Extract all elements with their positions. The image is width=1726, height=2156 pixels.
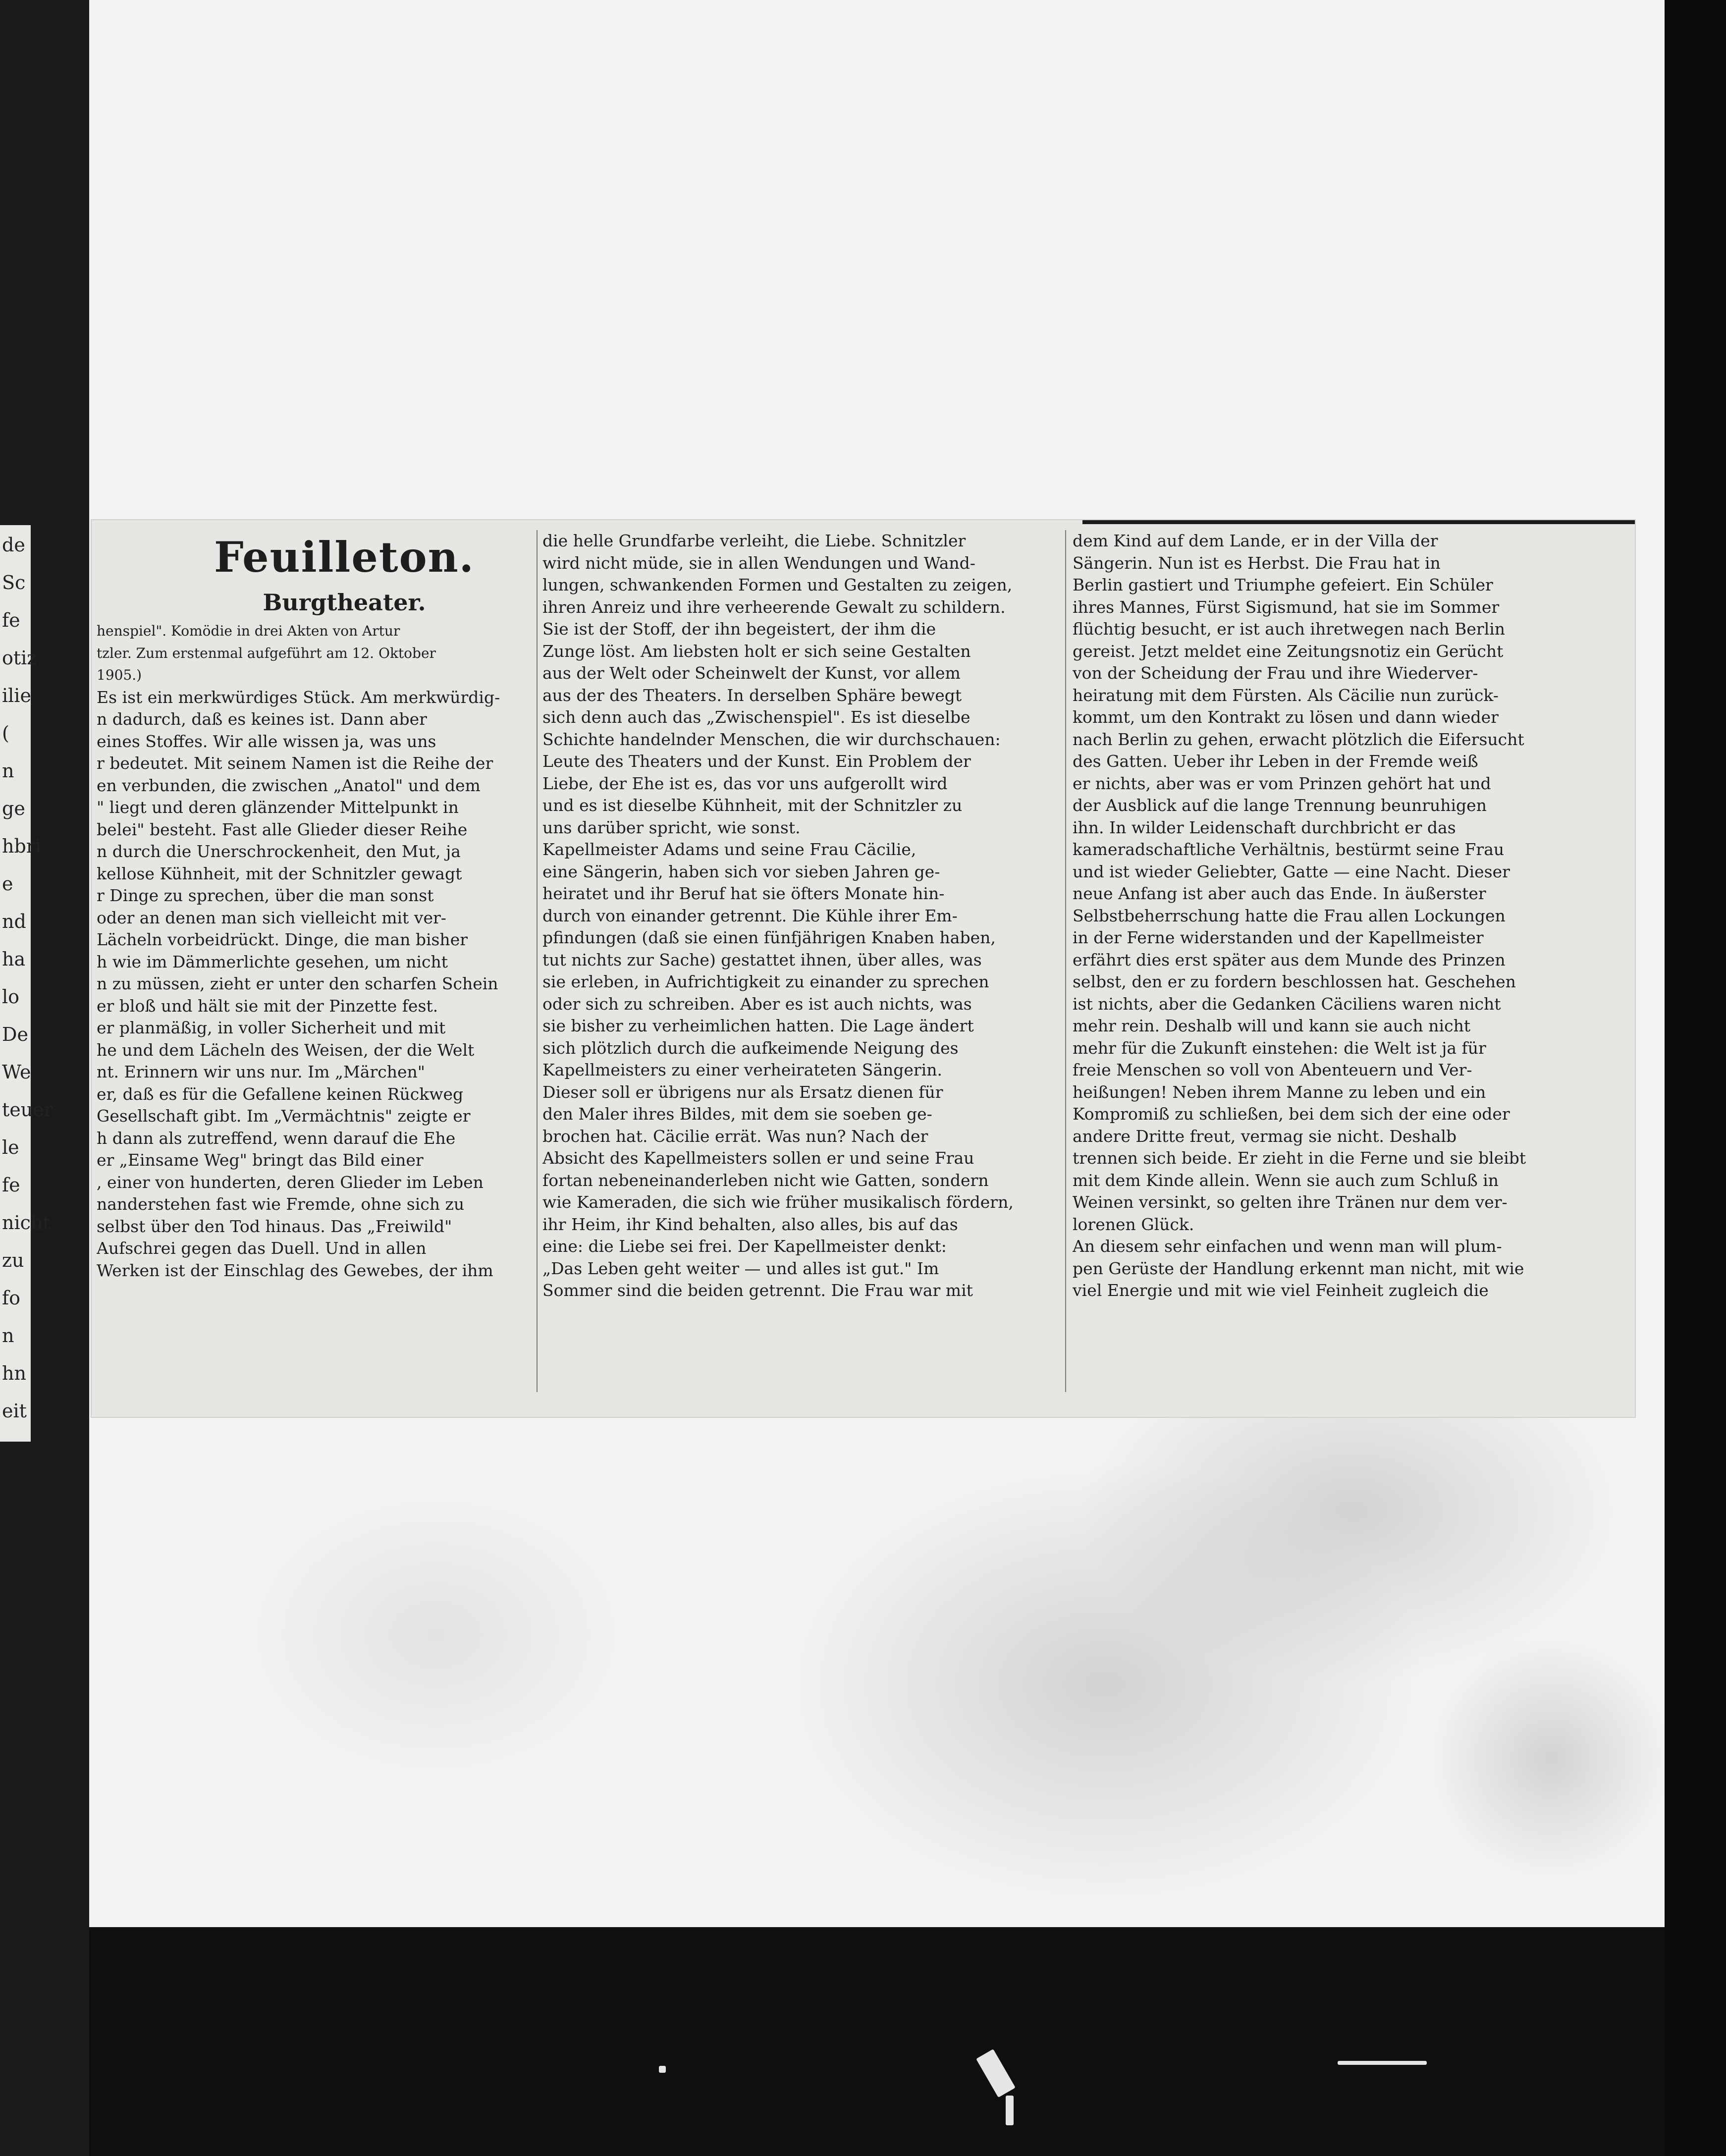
text-line: Kapellmeisters zu einer verheirateten Sängerin. [542, 1060, 942, 1079]
column-2-text [542, 530, 1043, 1302]
fragment-text: De [2, 1024, 28, 1045]
fragment-text: teuer [2, 1099, 53, 1121]
text-line: mit dem Kinde allein. Wenn sie auch zum Schluß in [1073, 1170, 1499, 1190]
text-line: henspiel". Komödie in drei Akten von Artur [97, 623, 400, 639]
text-line: h wie im Dämmerlichte gesehen, um nicht [97, 952, 448, 971]
fragment-text: fe [2, 1174, 20, 1196]
fragment-text: e [2, 873, 13, 895]
fragment-text: fe [2, 609, 20, 631]
text-line: pfindungen (daß sie einen fünfjährigen Knaben haben, [542, 928, 996, 947]
text-line: Sommer sind die beiden getrennt. Die Frau war mit [542, 1281, 973, 1300]
text-line: Aufschrei gegen das Duell. Und in allen [97, 1239, 427, 1258]
text-line: aus der Welt oder Scheinwelt der Kunst, vor allem [542, 663, 961, 683]
text-line: Liebe, der Ehe ist es, das vor uns aufgerollt wird [542, 773, 948, 793]
text-line: oder sich zu schreiben. Aber es ist auch nichts, was [542, 994, 972, 1014]
text-line: Sie ist der Stoff, der ihn begeistert, der ihm die [542, 619, 936, 639]
text-line: Weinen versinkt, so gelten ihre Tränen nur dem ver- [1073, 1192, 1508, 1212]
text-line: nt. Erinnern wir uns nur. Im „Märchen" [97, 1062, 425, 1081]
text-line: von der Scheidung der Frau und ihre Wiederver- [1073, 663, 1478, 683]
fragment-text: zu [2, 1249, 24, 1271]
text-line: selbst über den Tod hinaus. Das „Freiwild" [97, 1216, 452, 1236]
text-line: ist nichts, aber die Gedanken Cäciliens waren nicht [1073, 994, 1501, 1014]
text-line: ihren Anreiz und ihre verheerende Gewalt zu schildern. [542, 597, 1006, 617]
text-line: heiratet und ihr Beruf hat sie öfters Monate hin- [542, 884, 945, 903]
fragment-text: ilie [2, 685, 31, 706]
fragment-text: nicht [2, 1212, 51, 1234]
text-line: Sängerin. Nun ist es Herbst. Die Frau hat in [1073, 553, 1441, 573]
text-line: lorenen Glück. [1073, 1214, 1194, 1234]
text-line: viel Energie und mit wie viel Feinheit zugleich die [1073, 1281, 1489, 1300]
text-line: ihr Heim, ihr Kind behalten, also alles, bis auf das [542, 1214, 958, 1234]
text-line: " liegt und deren glänzender Mittelpunkt in [97, 798, 459, 817]
text-line: sich denn auch das „Zwischenspiel". Es ist dieselbe [542, 707, 971, 727]
fragment-text: hbri [2, 835, 42, 857]
stain-shading [238, 1486, 634, 1783]
dust-speck [1006, 2096, 1014, 2125]
text-line: pen Gerüste der Handlung erkennt man nicht, mit wie [1073, 1258, 1524, 1278]
column-3 [1073, 530, 1622, 1302]
fragment-text: fo [2, 1287, 20, 1309]
text-line: kommt, um den Kontrakt zu lösen und dann wieder [1073, 707, 1499, 727]
section-subheading: Burgtheater. [263, 589, 426, 616]
text-line: n zu müssen, zieht er unter den scharfen Schein [97, 974, 498, 993]
text-line: eine Sängerin, haben sich vor sieben Jahren ge- [542, 862, 940, 881]
column-rule [1065, 530, 1066, 1392]
text-line: wie Kameraden, die sich wie früher musikalisch fördern, [542, 1192, 1014, 1212]
text-line: heiratung mit dem Fürsten. Als Cäcilie nun zurück- [1073, 685, 1499, 705]
text-line: fortan nebeneinanderleben nicht wie Gatten, sondern [542, 1170, 989, 1190]
text-line: den Maler ihres Bildes, mit dem sie soeben ge- [542, 1104, 932, 1124]
text-line: sie erleben, in Aufrichtigkeit zu einander zu sprechen [542, 972, 989, 991]
text-line: Dieser soll er übrigens nur als Ersatz dienen für [542, 1082, 943, 1102]
fragment-text: ha [2, 948, 26, 970]
text-line: er planmäßig, in voller Sicherheit und mit [97, 1018, 446, 1037]
text-line: in der Ferne widerstanden und der Kapellmeister [1073, 928, 1484, 947]
fragment-text: Sc [2, 572, 26, 593]
text-line: eines Stoffes. Wir alle wissen ja, was uns [97, 731, 436, 751]
neighbouring-page-fragment [0, 525, 53, 1442]
column-1-text [97, 620, 533, 1282]
fragment-text: de [2, 534, 25, 556]
text-line: „Das Leben geht weiter — und alles ist gut." Im [542, 1258, 939, 1278]
text-line: Gesellschaft gibt. Im „Vermächtnis" zeigte er [97, 1106, 471, 1126]
text-line: der Ausblick auf die lange Trennung beunruhigen [1073, 796, 1487, 815]
column-2 [542, 530, 1043, 1302]
text-line: en verbunden, die zwischen „Anatol" und dem [97, 775, 481, 795]
fragment-text: eit [2, 1400, 27, 1422]
text-line: n dadurch, daß es keines ist. Dann aber [97, 709, 427, 729]
clipping-top-rule [1082, 520, 1635, 524]
text-line: flüchtig besucht, er ist auch ihretwegen nach Berlin [1073, 619, 1506, 639]
text-line: , einer von hunderten, deren Glieder im Leben [97, 1172, 484, 1192]
text-line: er nichts, aber was er vom Prinzen gehört hat und [1073, 773, 1491, 793]
text-line: brochen hat. Cäcilie errät. Was nun? Nach der [542, 1126, 928, 1146]
fragment-text: ge [2, 798, 25, 819]
text-line: h dann als zutreffend, wenn darauf die Ehe [97, 1128, 456, 1148]
text-line: Schichte handelnder Menschen, die wir durchschauen: [542, 729, 1001, 749]
fragment-text: nd [2, 911, 26, 932]
text-line: wird nicht müde, sie in allen Wendungen und Wand- [542, 553, 975, 573]
fragment-text: otiz [2, 647, 37, 669]
text-line: Lächeln vorbeidrückt. Dinge, die man bisher [97, 930, 468, 949]
text-line: erfährt dies erst später aus dem Munde des Prinzen [1073, 950, 1506, 970]
newspaper-clipping [92, 520, 1635, 1417]
text-line: uns darüber spricht, wie sonst. [542, 817, 801, 837]
text-line: trennen sich beide. Er zieht in die Ferne und sie bleibt [1073, 1148, 1526, 1168]
text-line: selbst, den er zu fordern beschlossen hat. Geschehen [1073, 972, 1516, 991]
text-line: kellose Kühnheit, mit der Schnitzler gewagt [97, 863, 462, 883]
text-line: nanderstehen fast wie Fremde, ohne sich zu [97, 1194, 465, 1214]
fragment-text: n [2, 1325, 14, 1347]
text-line: Zunge löst. Am liebsten holt er sich seine Gestalten [542, 641, 971, 661]
text-line: lungen, schwankenden Formen und Gestalten zu zeigen, [542, 575, 1013, 594]
bottom-dark-margin [89, 1927, 1665, 2156]
text-line: sich plötzlich durch die aufkeimende Neigung des [542, 1038, 959, 1058]
text-line: kameradschaftliche Verhältnis, bestürmt seine Frau [1073, 840, 1505, 859]
text-line: r Dinge zu sprechen, über die man sonst [97, 886, 434, 905]
text-line: nach Berlin zu gehen, erwacht plötzlich die Eifersucht [1073, 729, 1524, 749]
text-line: n durch die Unerschrockenheit, den Mut, ja [97, 842, 461, 861]
dust-speck [1338, 2061, 1427, 2065]
text-line: oder an denen man sich vielleicht mit ver- [97, 908, 446, 927]
fragment-text: le [2, 1136, 19, 1158]
text-line: tzler. Zum erstenmal aufgeführt am 12. Oktober [97, 645, 436, 661]
text-line: aus der des Theaters. In derselben Sphäre bewegt [542, 685, 962, 705]
text-line: durch von einander getrennt. Die Kühle ihrer Em- [542, 906, 958, 925]
text-line: er bloß und hält sie mit der Pinzette fest. [97, 996, 438, 1016]
text-line: des Gatten. Ueber ihr Leben in der Fremde weiß [1073, 752, 1478, 771]
text-line: Leute des Theaters und der Kunst. Ein Problem der [542, 752, 971, 771]
text-line: und es ist dieselbe Kühnheit, mit der Schnitzler zu [542, 796, 963, 815]
text-line: Berlin gastiert und Triumphe gefeiert. Ein Schüler [1073, 575, 1493, 594]
text-line: Werken ist der Einschlag des Gewebes, der ihm [97, 1260, 493, 1280]
column-3-text [1073, 530, 1622, 1302]
text-line: heißungen! Neben ihrem Manne zu leben und ein [1073, 1082, 1486, 1102]
text-line: Es ist ein merkwürdiges Stück. Am merkwürdig- [97, 687, 500, 707]
text-line: dem Kind auf dem Lande, er in der Villa der [1073, 531, 1438, 550]
text-line: mehr rein. Deshalb will und kann sie auch nicht [1073, 1016, 1471, 1035]
text-line: freie Menschen so voll von Abenteuern und Ver- [1073, 1060, 1472, 1079]
text-line: Absicht des Kapellmeisters sollen er und seine Frau [542, 1148, 974, 1168]
text-line: die helle Grundfarbe verleiht, die Liebe. Schnitzler [542, 531, 966, 550]
fragment-text: We [2, 1061, 31, 1083]
text-line: he und dem Lächeln des Weisen, der die Welt [97, 1040, 475, 1060]
fragment-text: n [2, 760, 14, 782]
column-1 [97, 530, 533, 1282]
fragment-text: lo [2, 986, 20, 1008]
text-line: 1905.) [97, 667, 142, 683]
text-line: Kompromiß zu schließen, bei dem sich der eine oder [1073, 1104, 1510, 1124]
fragment-text: ( [2, 722, 9, 744]
text-line: andere Dritte freut, vermag sie nicht. Deshalb [1073, 1126, 1457, 1146]
column-rule [537, 530, 538, 1392]
text-line: eine: die Liebe sei frei. Der Kapellmeister denkt: [542, 1237, 947, 1256]
right-dark-margin [1665, 0, 1726, 2156]
stain-shading [1427, 1635, 1674, 1883]
text-line: r bedeutet. Mit seinem Namen ist die Reihe der [97, 754, 493, 773]
text-line: sie bisher zu verheimlichen hatten. Die Lage ändert [542, 1016, 974, 1035]
text-line: ihres Mannes, Fürst Sigismund, hat sie im Sommer [1073, 597, 1500, 617]
text-line: ihn. In wilder Leidenschaft durchbricht er das [1073, 817, 1456, 837]
text-line: er, daß es für die Gefallene keinen Rückweg [97, 1084, 464, 1104]
text-line: und ist wieder Geliebter, Gatte — eine Nacht. Dieser [1073, 862, 1510, 881]
text-line: neue Anfang ist aber auch das Ende. In äußerster [1073, 884, 1486, 903]
text-line: An diesem sehr einfachen und wenn man will plum- [1073, 1237, 1502, 1256]
text-line: tut nichts zur Sache) gestattet ihnen, über alles, was [542, 950, 982, 970]
text-line: Selbstbeherrschung hatte die Frau allen Lockungen [1073, 906, 1506, 925]
text-line: gereist. Jetzt meldet eine Zeitungsnotiz ein Gerücht [1073, 641, 1504, 661]
fragment-text: hn [2, 1362, 26, 1384]
feuilleton-heading: Feuilleton. [214, 533, 475, 582]
text-line: belei" besteht. Fast alle Glieder dieser Reihe [97, 819, 468, 839]
text-line: er „Einsame Weg" bringt das Bild einer [97, 1150, 424, 1170]
text-line: Kapellmeister Adams und seine Frau Cäcilie, [542, 840, 917, 859]
text-line: mehr für die Zukunft einstehen: die Welt ist ja für [1073, 1038, 1486, 1058]
dust-speck [659, 2066, 666, 2073]
